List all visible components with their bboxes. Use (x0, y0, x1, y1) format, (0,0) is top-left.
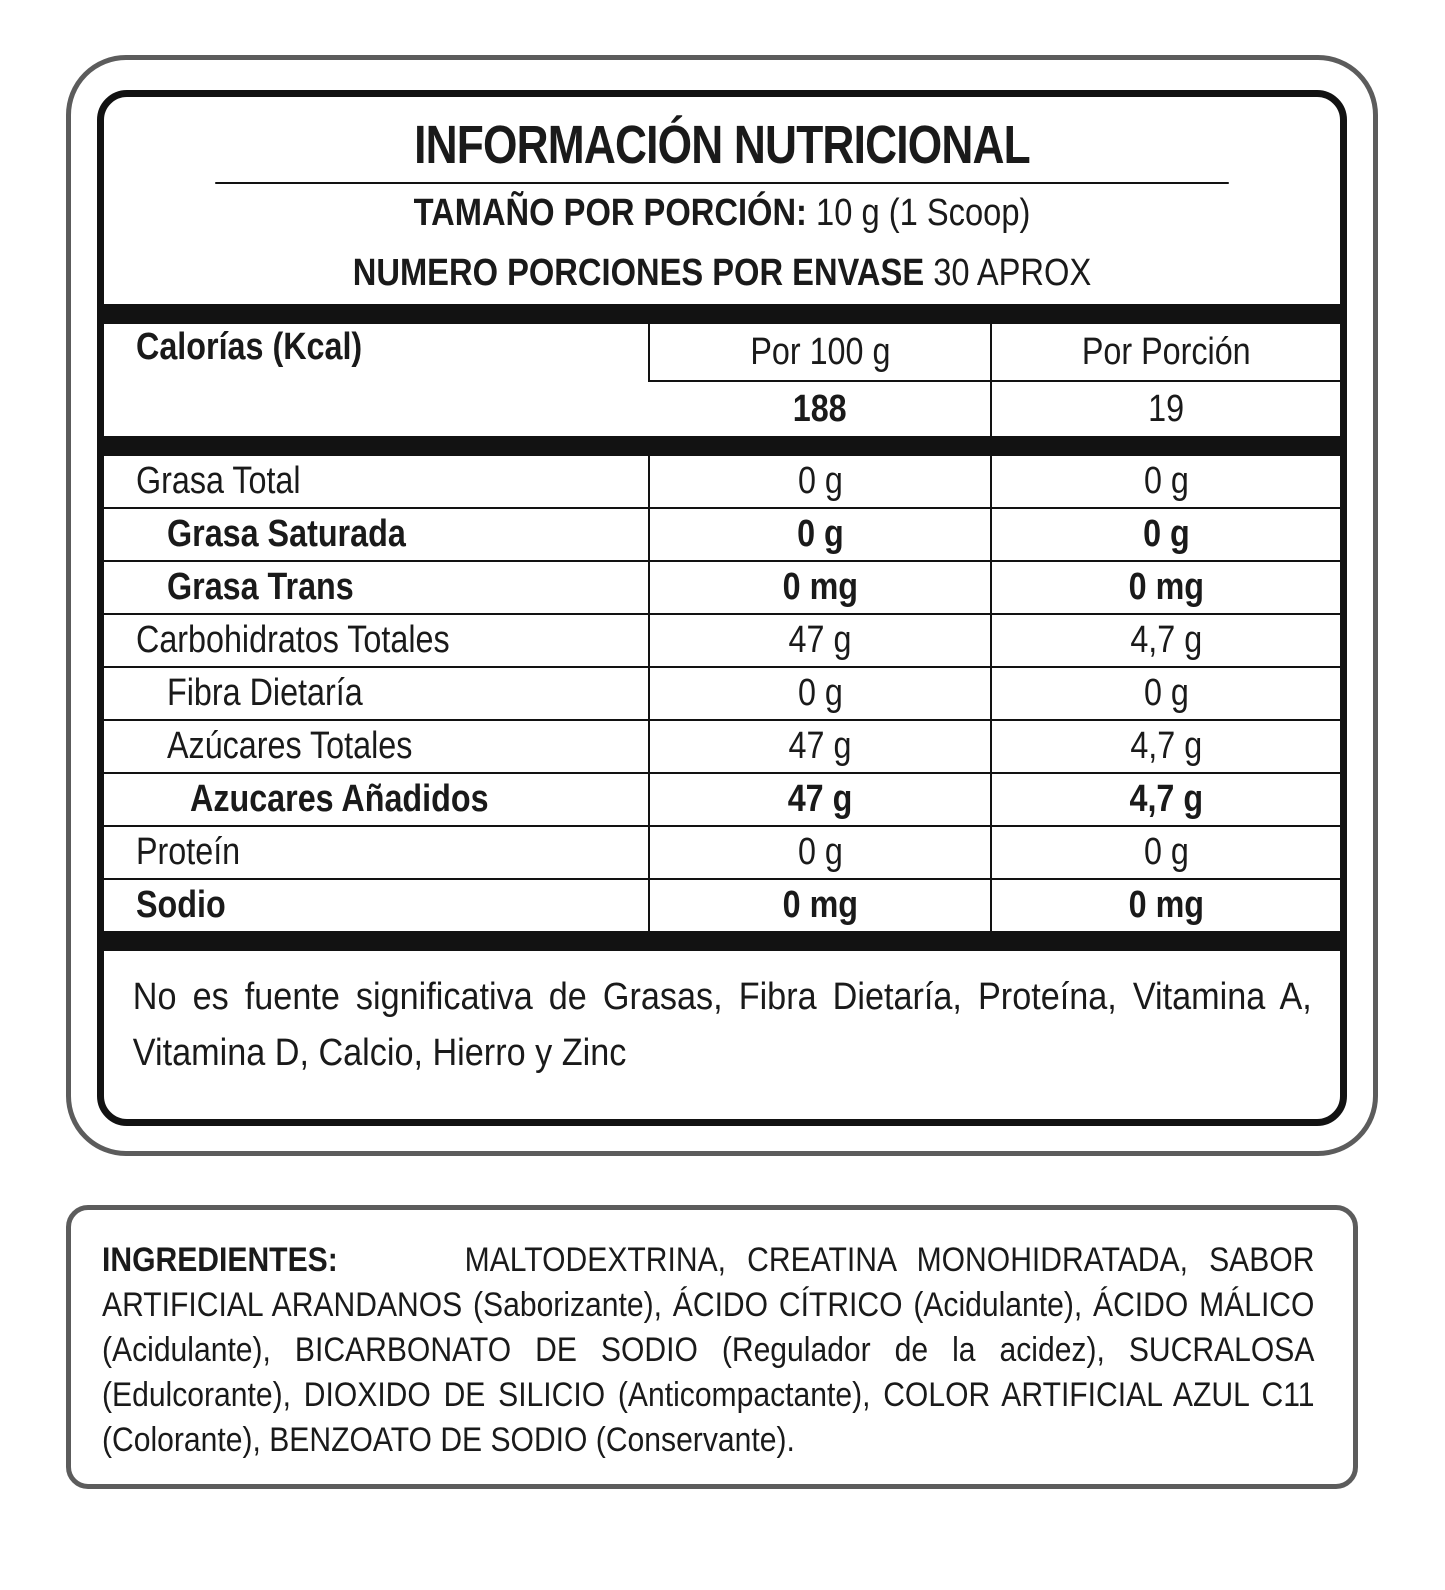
calories-per-serving: 19 (991, 381, 1340, 436)
col-header-per-serving: Por Porción (991, 324, 1340, 381)
servings-per-container-line (191, 244, 1254, 304)
serving-size-label: TAMAÑO POR PORCIÓN: (413, 192, 807, 234)
nutrient-name: Azúcares Totales (104, 720, 649, 773)
nutrition-note: No es fuente significativa de Grasas, Fibra Dietaría, Proteína, Vitamina A, Vitamina D, Calcio, Hierro y Zinc (132, 976, 1312, 1074)
servings-value: 30 APROX (924, 252, 1092, 294)
calories-label: Calorías (Kcal) (136, 326, 363, 368)
nutrient-per-100g: 47 g (649, 720, 991, 773)
nutrient-name: Azucares Añadidos (104, 773, 649, 826)
divider-bar (104, 931, 1340, 951)
nutrient-per-serving: 4,7 g (991, 720, 1340, 773)
nutrient-per-100g: 0 mg (649, 879, 991, 931)
ingredients-text-block (102, 1238, 1314, 1463)
nutrient-per-100g: 47 g (649, 773, 991, 826)
table-row (104, 456, 1340, 508)
nutrient-name: Grasa Total (104, 456, 649, 508)
nutrient-per-serving: 0 g (991, 456, 1340, 508)
table-row (104, 614, 1340, 667)
nutrients-table (104, 456, 1340, 931)
nutrient-per-100g: 0 g (649, 667, 991, 720)
table-row (104, 826, 1340, 879)
table-row (104, 561, 1340, 614)
table-row (104, 773, 1340, 826)
servings-label: NUMERO PORCIONES POR ENVASE (352, 252, 925, 294)
nutrient-name: Proteín (104, 826, 649, 879)
nutrient-per-100g: 47 g (649, 614, 991, 667)
divider-bar (104, 436, 1340, 456)
table-row (104, 879, 1340, 931)
ingredients-box (66, 1205, 1358, 1489)
nutrition-facts-panel (97, 90, 1347, 1126)
serving-size-value: 10 g (1 Scoop) (806, 192, 1031, 234)
calories-per-100g: 188 (792, 387, 847, 430)
nutrient-name: Grasa Saturada (104, 508, 649, 561)
serving-info (104, 184, 1340, 304)
nutrient-per-serving: 0 g (991, 826, 1340, 879)
table-row (104, 667, 1340, 720)
nutrient-per-serving: 0 g (991, 508, 1340, 561)
nutrient-name: Carbohidratos Totales (104, 614, 649, 667)
nutrition-title: INFORMACIÓN NUTRICIONAL (215, 97, 1229, 184)
ingredients-list: MALTODEXTRINA, CREATINA MONOHIDRATADA, SABOR ARTIFICIAL ARANDANOS (Saborizante), ÁCIDO CÍTRICO (Acidulante), ÁCIDO MÁLICO (Acidulante), BICARBONATO DE SODIO (Regulador de la acidez), SUCRALOSA (Edulcorante), DIOXIDO DE SILICIO (Anticompactante), COLOR ARTIFICIAL AZUL C11 (Colorante), BENZOATO DE SODIO (Conservante). (102, 1241, 1315, 1459)
nutrient-per-serving: 4,7 g (991, 773, 1340, 826)
nutrient-per-serving: 4,7 g (991, 614, 1340, 667)
nutrient-per-100g: 0 g (649, 508, 991, 561)
table-row (104, 720, 1340, 773)
nutrient-per-serving: 0 mg (991, 879, 1340, 931)
nutrient-per-100g: 0 mg (649, 561, 991, 614)
nutrient-per-serving: 0 g (991, 667, 1340, 720)
divider-bar (104, 304, 1340, 324)
nutrient-name: Grasa Trans (104, 561, 649, 614)
nutrient-name: Fibra Dietaría (104, 667, 649, 720)
nutrient-per-100g: 0 g (649, 456, 991, 508)
col-header-per-100g: Por 100 g (649, 324, 991, 381)
ingredients-label: INGREDIENTES: (102, 1241, 338, 1279)
serving-size-line (191, 184, 1254, 244)
table-row (104, 508, 1340, 561)
nutrient-per-serving: 0 mg (991, 561, 1340, 614)
nutrient-name: Sodio (136, 884, 226, 926)
calories-table (104, 324, 1340, 436)
nutrient-per-100g: 0 g (649, 826, 991, 879)
